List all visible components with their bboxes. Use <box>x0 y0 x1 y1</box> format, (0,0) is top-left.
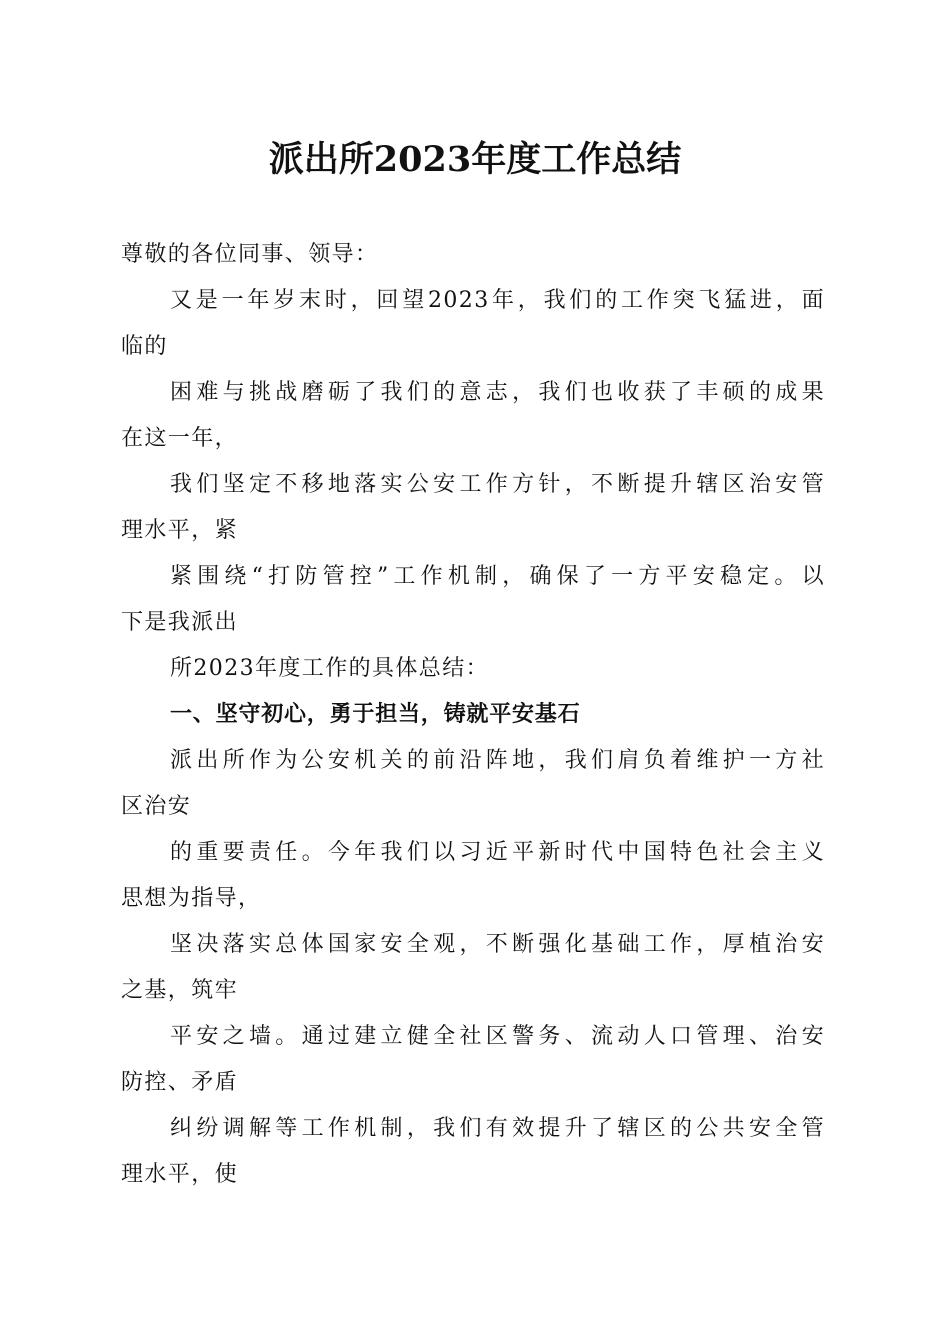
document-body <box>121 232 825 1198</box>
body-line: 思想为指导， <box>121 886 262 911</box>
body-line: 坚决落实总体国家安全观，不断强化基础工作，厚植治安 <box>170 932 825 957</box>
section-heading: 一、坚守初心，勇于担当，铸就平安基石 <box>170 702 581 727</box>
body-line: 我们坚定不移地落实公安工作方针，不断提升辖区治安管 <box>170 472 825 497</box>
body-line: 在这一年， <box>121 426 239 451</box>
body-line: 所2023年度工作的具体总结： <box>170 656 489 681</box>
body-line: 困难与挑战磨砺了我们的意志，我们也收获了丰硕的成果 <box>170 380 825 405</box>
body-line: 防控、矛盾 <box>121 1070 239 1095</box>
body-line: 的重要责任。今年我们以习近平新时代中国特色社会主义 <box>170 840 825 865</box>
body-line: 理水平，紧 <box>121 518 239 543</box>
document-title: 派出所2023年度工作总结 <box>268 139 682 180</box>
body-line: 派出所作为公安机关的前沿阵地，我们肩负着维护一方社 <box>170 748 825 773</box>
body-line: 纠纷调解等工作机制，我们有效提升了辖区的公共安全管 <box>170 1116 825 1141</box>
body-line: 下是我派出 <box>121 610 239 635</box>
body-line: 理水平，使 <box>121 1162 239 1187</box>
body-line: 区治安 <box>121 794 192 819</box>
body-line: 又是一年岁末时，回望2023年，我们的工作突飞猛进，面 <box>170 288 825 313</box>
body-line: 之基，筑牢 <box>121 978 239 1003</box>
body-line: 紧围绕“打防管控”工作机制，确保了一方平安稳定。以 <box>170 564 825 589</box>
salutation: 尊敬的各位同事、领导： <box>121 242 379 267</box>
body-line: 临的 <box>121 334 168 359</box>
body-line: 平安之墙。通过建立健全社区警务、流动人口管理、治安 <box>170 1024 825 1049</box>
